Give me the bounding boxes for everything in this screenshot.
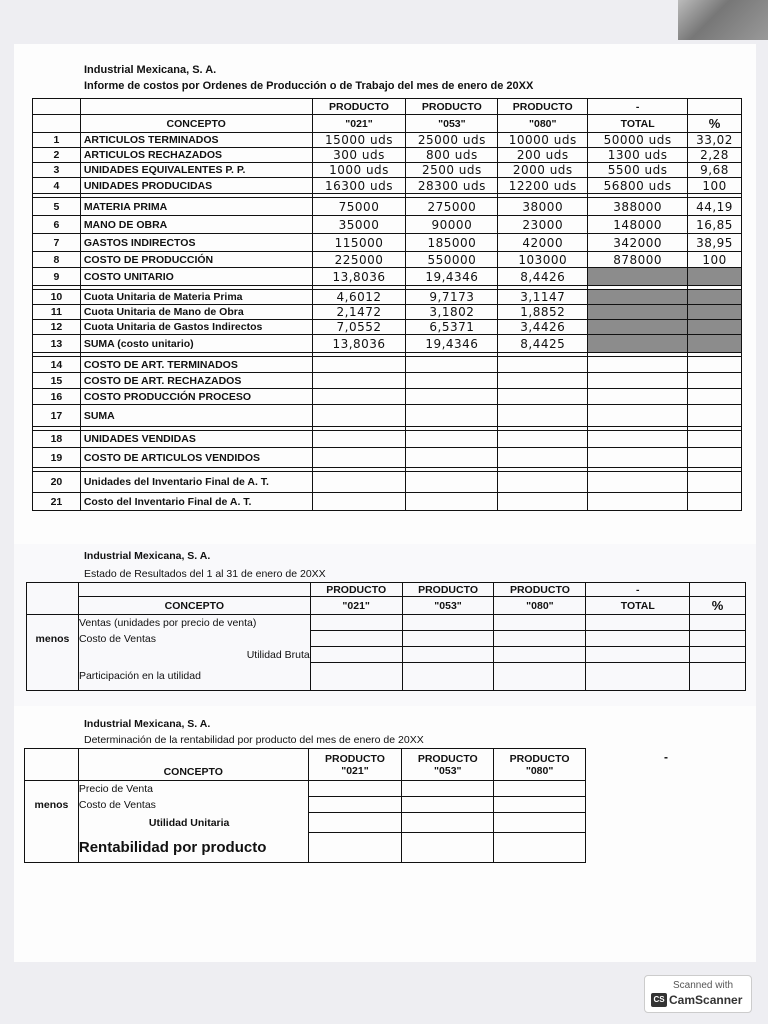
row-value-021 <box>312 448 406 468</box>
row-number: 11 <box>33 305 81 320</box>
row-total <box>588 472 688 493</box>
row-value-053: 28300 uds <box>406 178 498 194</box>
row-total <box>588 320 688 335</box>
profit-header-053 <box>402 749 494 781</box>
row-value-021: 13,8036 <box>312 268 406 286</box>
row-value-080 <box>498 357 588 373</box>
row-value-021 <box>312 493 406 511</box>
row-concept: GASTOS INDIRECTOS <box>80 234 312 252</box>
cost-row <box>33 472 742 493</box>
row-value-080: 1,8852 <box>498 305 588 320</box>
income-statement-sheet <box>14 544 756 706</box>
row-total <box>588 305 688 320</box>
report-company: Industrial Mexicana, S. A. <box>84 64 217 76</box>
cost-row <box>33 431 742 448</box>
income-header-021: "021" <box>310 597 402 615</box>
camscanner-brand: CamScanner <box>669 993 743 1007</box>
row-concept: Cuota Unitaria de Mano de Obra <box>80 305 312 320</box>
row-value-080 <box>498 373 588 389</box>
income-title: Estado de Resultados del 1 al 31 de enero de 20XX <box>84 568 326 580</box>
row-number: 6 <box>33 216 81 234</box>
income-header-producto-2: PRODUCTO <box>402 583 494 597</box>
header-dash: - <box>588 99 688 115</box>
row-value-080 <box>498 389 588 405</box>
profit-header-concepto: CONCEPTO <box>78 749 308 781</box>
row-value-053: 275000 <box>406 198 498 216</box>
cost-row <box>33 133 742 148</box>
row-number: 16 <box>33 389 81 405</box>
cost-row <box>33 493 742 511</box>
row-value-080: 8,4425 <box>498 335 588 353</box>
row-concept: COSTO DE ART. TERMINADOS <box>80 357 312 373</box>
row-percent: 16,85 <box>688 216 742 234</box>
row-number: 1 <box>33 133 81 148</box>
row-number: 18 <box>33 431 81 448</box>
cost-row <box>33 216 742 234</box>
row-value-053: 800 uds <box>406 148 498 163</box>
row-number: 9 <box>33 268 81 286</box>
row-concept: UNIDADES PRODUCIDAS <box>80 178 312 194</box>
row-total <box>588 405 688 427</box>
row-value-021: 2,1472 <box>312 305 406 320</box>
income-costo-ventas: Costo de Ventas <box>78 631 310 647</box>
row-percent: 44,19 <box>688 198 742 216</box>
cost-report-table <box>32 98 742 511</box>
income-ventas: Ventas (unidades por precio de venta) <box>78 615 310 631</box>
row-value-021 <box>312 472 406 493</box>
row-percent <box>688 373 742 389</box>
row-concept: MATERIA PRIMA <box>80 198 312 216</box>
row-value-080: 2000 uds <box>498 163 588 178</box>
header-code-080: "080" <box>498 115 588 133</box>
header-code-053: "053" <box>406 115 498 133</box>
row-percent <box>688 472 742 493</box>
row-total: 5500 uds <box>588 163 688 178</box>
row-number: 4 <box>33 178 81 194</box>
row-value-021: 300 uds <box>312 148 406 163</box>
profit-header-021 <box>308 749 402 781</box>
row-percent: 33,02 <box>688 133 742 148</box>
row-number: 8 <box>33 252 81 268</box>
row-value-053: 9,7173 <box>406 290 498 305</box>
profit-precio: Precio de Venta <box>78 781 308 797</box>
row-value-021: 35000 <box>312 216 406 234</box>
row-percent: 100 <box>688 178 742 194</box>
header-percent: % <box>688 115 742 133</box>
cost-row <box>33 405 742 427</box>
row-percent <box>688 335 742 353</box>
row-value-080 <box>498 431 588 448</box>
header-producto-3: PRODUCTO <box>498 99 588 115</box>
row-value-053: 185000 <box>406 234 498 252</box>
profit-dash: - <box>664 750 668 764</box>
row-value-080: 42000 <box>498 234 588 252</box>
row-value-053 <box>406 405 498 427</box>
profit-header-code-080: "080" <box>525 764 554 777</box>
row-value-053: 25000 uds <box>406 133 498 148</box>
scanned-with-label: Scanned with <box>673 980 734 991</box>
row-value-053 <box>406 448 498 468</box>
cost-row <box>33 252 742 268</box>
row-concept: MANO DE OBRA <box>80 216 312 234</box>
row-number: 17 <box>33 405 81 427</box>
row-total: 1300 uds <box>588 148 688 163</box>
row-total: 56800 uds <box>588 178 688 194</box>
row-concept: Cuota Unitaria de Materia Prima <box>80 290 312 305</box>
income-utilidad-bruta: Utilidad Bruta <box>78 647 310 663</box>
row-percent: 9,68 <box>688 163 742 178</box>
header-code-021: "021" <box>312 115 406 133</box>
row-value-021: 75000 <box>312 198 406 216</box>
cost-report-sheet <box>14 44 756 544</box>
cost-row <box>33 357 742 373</box>
cost-row <box>33 178 742 194</box>
row-total <box>588 389 688 405</box>
header-producto-2: PRODUCTO <box>406 99 498 115</box>
row-concept: COSTO DE PRODUCCIÓN <box>80 252 312 268</box>
header-producto-1: PRODUCTO <box>312 99 406 115</box>
row-value-080: 10000 uds <box>498 133 588 148</box>
header-total: TOTAL <box>588 115 688 133</box>
income-header-080: "080" <box>494 597 586 615</box>
row-value-021: 4,6012 <box>312 290 406 305</box>
row-percent: 100 <box>688 252 742 268</box>
row-value-080: 3,4426 <box>498 320 588 335</box>
row-number: 20 <box>33 472 81 493</box>
profit-header-code-053: "053" <box>434 764 462 777</box>
row-value-053: 19,4346 <box>406 268 498 286</box>
row-total <box>588 493 688 511</box>
profit-header-080 <box>494 749 586 781</box>
row-concept: Unidades del Inventario Final de A. T. <box>80 472 312 493</box>
cost-row <box>33 335 742 353</box>
header-concepto: CONCEPTO <box>80 115 312 133</box>
row-concept: COSTO DE ART. RECHAZADOS <box>80 373 312 389</box>
row-percent <box>688 448 742 468</box>
row-percent <box>688 268 742 286</box>
row-number: 2 <box>33 148 81 163</box>
row-value-080: 103000 <box>498 252 588 268</box>
row-value-080: 12200 uds <box>498 178 588 194</box>
row-number: 10 <box>33 290 81 305</box>
row-percent <box>688 431 742 448</box>
row-value-080: 23000 <box>498 216 588 234</box>
profit-header-producto-2: PRODUCTO <box>417 752 478 765</box>
camscanner-logo-icon: CS <box>651 993 667 1007</box>
row-value-080: 8,4426 <box>498 268 588 286</box>
cost-row <box>33 148 742 163</box>
row-value-021: 1000 uds <box>312 163 406 178</box>
row-value-053 <box>406 472 498 493</box>
cost-row <box>33 320 742 335</box>
row-concept: COSTO DE ARTICULOS VENDIDOS <box>80 448 312 468</box>
row-concept: Cuota Unitaria de Gastos Indirectos <box>80 320 312 335</box>
row-total <box>588 373 688 389</box>
row-value-053: 550000 <box>406 252 498 268</box>
row-concept: Costo del Inventario Final de A. T. <box>80 493 312 511</box>
row-value-053 <box>406 373 498 389</box>
income-menos: menos <box>27 631 79 647</box>
row-value-080 <box>498 493 588 511</box>
row-value-053: 2500 uds <box>406 163 498 178</box>
income-header-053: "053" <box>402 597 494 615</box>
row-total <box>588 431 688 448</box>
profitability-table <box>24 748 586 863</box>
row-percent <box>688 389 742 405</box>
row-total <box>588 357 688 373</box>
income-header-percent: % <box>690 597 746 615</box>
profit-title: Determinación de la rentabilidad por producto del mes de enero de 20XX <box>84 734 424 746</box>
income-header-concepto: CONCEPTO <box>78 597 310 615</box>
cost-row <box>33 198 742 216</box>
row-number: 7 <box>33 234 81 252</box>
row-total <box>588 448 688 468</box>
row-number: 15 <box>33 373 81 389</box>
row-percent <box>688 305 742 320</box>
row-percent <box>688 405 742 427</box>
row-value-053 <box>406 389 498 405</box>
cost-row <box>33 305 742 320</box>
income-header-total: TOTAL <box>586 597 690 615</box>
row-value-021: 16300 uds <box>312 178 406 194</box>
row-value-053: 90000 <box>406 216 498 234</box>
scan-corner-shadow <box>678 0 768 40</box>
cost-row <box>33 234 742 252</box>
row-value-053: 6,5371 <box>406 320 498 335</box>
income-header-dash: - <box>586 583 690 597</box>
row-percent: 2,28 <box>688 148 742 163</box>
row-value-021: 115000 <box>312 234 406 252</box>
row-value-053 <box>406 357 498 373</box>
profit-costo-ventas: Costo de Ventas <box>78 797 308 813</box>
row-value-053: 3,1802 <box>406 305 498 320</box>
row-value-053: 19,4346 <box>406 335 498 353</box>
row-concept: COSTO UNITARIO <box>80 268 312 286</box>
row-concept: UNIDADES VENDIDAS <box>80 431 312 448</box>
profit-menos: menos <box>25 797 79 813</box>
row-value-021 <box>312 373 406 389</box>
row-value-080 <box>498 472 588 493</box>
row-value-021 <box>312 405 406 427</box>
income-participacion: Participación en la utilidad <box>78 663 310 691</box>
cost-row <box>33 163 742 178</box>
cost-row <box>33 268 742 286</box>
row-concept: ARTICULOS RECHAZADOS <box>80 148 312 163</box>
row-value-053 <box>406 493 498 511</box>
profit-header-producto-3: PRODUCTO <box>509 752 570 765</box>
row-value-021: 15000 uds <box>312 133 406 148</box>
row-concept: SUMA (costo unitario) <box>80 335 312 353</box>
row-number: 13 <box>33 335 81 353</box>
row-value-021: 13,8036 <box>312 335 406 353</box>
cost-row <box>33 389 742 405</box>
row-percent <box>688 357 742 373</box>
income-company: Industrial Mexicana, S. A. <box>84 550 211 562</box>
row-value-021 <box>312 357 406 373</box>
row-value-080 <box>498 448 588 468</box>
row-percent <box>688 493 742 511</box>
cost-row <box>33 290 742 305</box>
row-percent <box>688 320 742 335</box>
row-number: 5 <box>33 198 81 216</box>
cost-row <box>33 448 742 468</box>
row-concept: ARTICULOS TERMINADOS <box>80 133 312 148</box>
row-number: 12 <box>33 320 81 335</box>
row-total: 388000 <box>588 198 688 216</box>
row-number: 14 <box>33 357 81 373</box>
row-total: 50000 uds <box>588 133 688 148</box>
profit-header-code-021: "021" <box>341 764 369 777</box>
row-value-080: 38000 <box>498 198 588 216</box>
row-total: 342000 <box>588 234 688 252</box>
profit-rentabilidad: Rentabilidad por producto <box>78 833 308 863</box>
cost-row <box>33 373 742 389</box>
row-total <box>588 268 688 286</box>
row-value-021: 7,0552 <box>312 320 406 335</box>
row-value-080: 200 uds <box>498 148 588 163</box>
profit-utilidad-unitaria: Utilidad Unitaria <box>78 813 308 833</box>
row-value-021 <box>312 431 406 448</box>
row-number: 3 <box>33 163 81 178</box>
row-value-053 <box>406 431 498 448</box>
row-percent: 38,95 <box>688 234 742 252</box>
income-header-producto-3: PRODUCTO <box>494 583 586 597</box>
row-value-021: 225000 <box>312 252 406 268</box>
row-value-021 <box>312 389 406 405</box>
row-concept: COSTO PRODUCCIÓN PROCESO <box>80 389 312 405</box>
row-total: 878000 <box>588 252 688 268</box>
row-number: 19 <box>33 448 81 468</box>
row-concept: SUMA <box>80 405 312 427</box>
row-total: 148000 <box>588 216 688 234</box>
row-percent <box>688 290 742 305</box>
profit-company: Industrial Mexicana, S. A. <box>84 718 211 730</box>
income-header-producto-1: PRODUCTO <box>310 583 402 597</box>
report-title: Informe de costos por Ordenes de Producción o de Trabajo del mes de enero de 20XX <box>84 80 534 92</box>
row-total <box>588 335 688 353</box>
row-value-080: 3,1147 <box>498 290 588 305</box>
income-table <box>26 582 746 691</box>
camscanner-badge <box>644 975 752 1013</box>
profitability-sheet <box>14 706 756 962</box>
row-total <box>588 290 688 305</box>
row-concept: UNIDADES EQUIVALENTES P. P. <box>80 163 312 178</box>
profit-header-producto-1: PRODUCTO <box>325 752 385 765</box>
row-number: 21 <box>33 493 81 511</box>
row-value-080 <box>498 405 588 427</box>
